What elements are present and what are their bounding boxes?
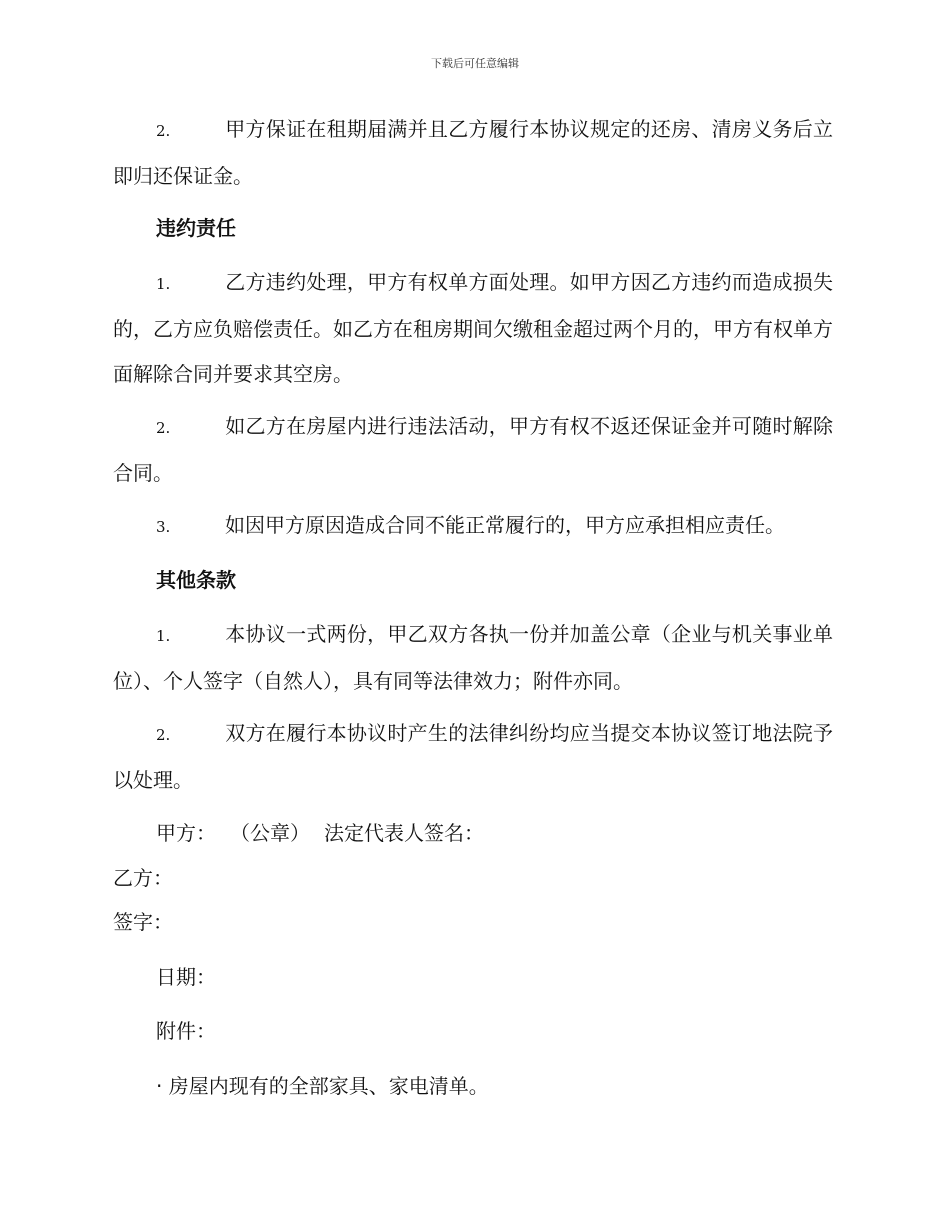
attachment-label: 附件： — [156, 1019, 216, 1043]
section-heading-other: 其他条款 — [156, 568, 236, 592]
clause-text: 乙方违约处理，甲方有权单方面处理。如甲方因乙方违约而造成损失的，乙方应负赔偿责任。如乙方在租房期间欠缴租金超过两个月的，甲方有权单方面解除合同并要求其空房。 — [113, 270, 833, 386]
clause-number: 2. — [156, 122, 171, 140]
seal-label: （公章） — [230, 821, 310, 845]
clause-text: 如因甲方原因造成合同不能正常履行的，甲方应承担相应责任。 — [225, 513, 785, 537]
legal-rep-label: 法定代表人签名： — [324, 821, 484, 845]
deposit-clause-2 — [113, 107, 833, 199]
page-header: 下载后可任意编辑 — [431, 57, 519, 70]
breach-clause-2 — [113, 404, 833, 496]
clause-number: 2. — [156, 419, 171, 437]
signature-line-party-a — [156, 818, 484, 848]
attachment-item: · 房屋内现有的全部家具、家电清单。 — [156, 1074, 489, 1098]
clause-number: 1. — [156, 275, 171, 293]
other-clause-2 — [113, 711, 833, 803]
clause-text: 本协议一式两份，甲乙双方各执一份并加盖公章（企业与机关事业单位）、个人签字（自然人），具有同等法律效力；附件亦同。 — [113, 622, 833, 693]
sign-label: 签字： — [113, 910, 173, 934]
party-a-label: 甲方： — [156, 821, 216, 845]
section-heading-breach: 违约责任 — [156, 216, 236, 240]
clause-text: 如乙方在房屋内进行违法活动，甲方有权不返还保证金并可随时解除合同。 — [113, 414, 833, 485]
party-b-label: 乙方： — [113, 866, 173, 890]
other-clause-1 — [113, 612, 833, 704]
clause-text: 甲方保证在租期届满并且乙方履行本协议规定的还房、清房义务后立即归还保证金。 — [113, 117, 833, 188]
clause-number: 3. — [156, 518, 171, 536]
clause-number: 1. — [156, 627, 171, 645]
clause-text: 双方在履行本协议时产生的法律纠纷均应当提交本协议签订地法院予以处理。 — [113, 721, 833, 792]
clause-number: 2. — [156, 726, 171, 744]
breach-clause-3 — [113, 503, 833, 550]
date-label: 日期： — [156, 965, 216, 989]
breach-clause-1 — [113, 260, 833, 397]
